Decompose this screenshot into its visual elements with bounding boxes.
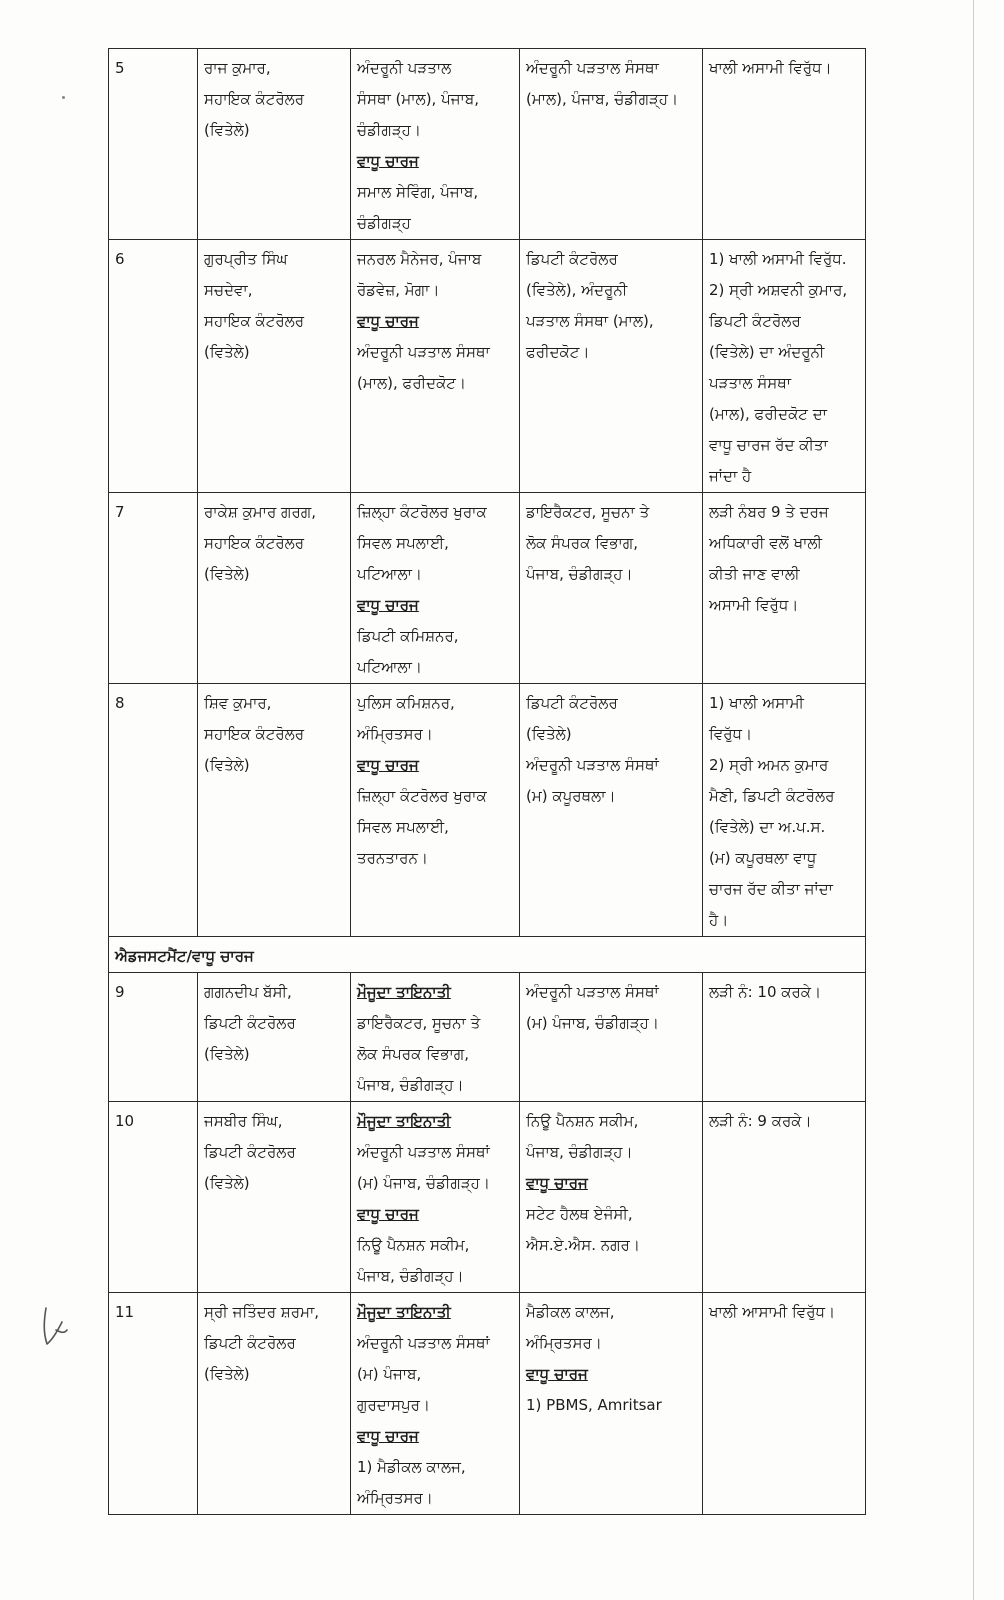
handwritten-initial-mark bbox=[38, 1300, 72, 1350]
new-posting-line: ਡਿਪਟੀ ਕੰਟਰੋਲਰ bbox=[526, 250, 618, 268]
new-posting-line: ਐਸ.ਏ.ਐਸ. ਨਗਰ। bbox=[526, 1236, 640, 1254]
officer-name-line: ਰਾਕੇਸ਼ ਕੁਮਾਰ ਗਰਗ, bbox=[204, 503, 316, 521]
section-row bbox=[109, 937, 866, 973]
new-posting-line: ਪੜਤਾਲ ਸੰਸਥਾ (ਮਾਲ), bbox=[526, 312, 654, 330]
current-posting-line: 1) ਮੈਡੀਕਲ ਕਾਲਜ, bbox=[357, 1458, 466, 1476]
section-heading: ਐਡਜਸਟਮੈਂਟ/ਵਾਧੂ ਚਾਰਜ bbox=[109, 937, 866, 973]
new-posting-line: (ਮਾਲ), ਪੰਜਾਬ, ਚੰਡੀਗੜ੍ਹ। bbox=[526, 90, 679, 108]
remarks-cell bbox=[703, 973, 866, 1102]
remarks-line: ਅਧਿਕਾਰੀ ਵਲੋਂ ਖਾਲੀ bbox=[709, 534, 823, 552]
current-posting-line: ਅੰਦਰੂਨੀ ਪੜਤਾਲ ਸੰਸਥਾਂ bbox=[357, 1334, 490, 1352]
new-posting-line: ਮੈਡੀਕਲ ਕਾਲਜ, bbox=[526, 1303, 615, 1321]
current-posting-line: ਸਮਾਲ ਸੇਵਿੰਗ, ਪੰਜਾਬ, bbox=[357, 183, 479, 201]
current-posting-line: ਰੋਡਵੇਜ਼, ਮੋਗਾ। bbox=[357, 281, 440, 299]
new-posting-line: ਅੰਦਰੂਨੀ ਪੜਤਾਲ ਸੰਸਥਾਂ bbox=[526, 756, 659, 774]
remarks-line: 1) ਖਾਲੀ ਅਸਾਮੀ ਵਿਰੁੱਧ. bbox=[709, 250, 847, 268]
new-posting-cell bbox=[520, 973, 703, 1102]
officer-name-line: (ਵਿਤੇਲੇ) bbox=[204, 565, 250, 583]
current-posting-line: ਪੰਜਾਬ, ਚੰਡੀਗੜ੍ਹ। bbox=[357, 1267, 464, 1285]
current-posting-cell bbox=[351, 1293, 520, 1515]
officer-name-line: ਗਗਨਦੀਪ ਬੱਸੀ, bbox=[204, 983, 292, 1001]
officer-name-line: ਡਿਪਟੀ ਕੰਟਰੋਲਰ bbox=[204, 1334, 296, 1352]
remarks-cell bbox=[703, 1293, 866, 1515]
current-posting-line: ਅੰਦਰੂਨੀ ਪੜਤਾਲ bbox=[357, 59, 452, 77]
table-row bbox=[109, 973, 866, 1102]
officer-name-line: ਸਹਾਇਕ ਕੰਟਰੋਲਰ bbox=[204, 312, 305, 330]
remarks-line: ਖਾਲੀ ਆਸਾਮੀ ਵਿਰੁੱਧ। bbox=[709, 1303, 836, 1321]
table-body-b bbox=[109, 973, 866, 1515]
serial-number: 7 bbox=[109, 493, 198, 684]
new-posting-subheading: ਵਾਧੂ ਚਾਰਜ bbox=[526, 1174, 588, 1192]
current-posting-cell bbox=[351, 973, 520, 1102]
new-posting-line: (ਮ) ਪੰਜਾਬ, ਚੰਡੀਗੜ੍ਹ। bbox=[526, 1014, 659, 1032]
new-posting-line: ਪੰਜਾਬ, ਚੰਡੀਗੜ੍ਹ। bbox=[526, 565, 633, 583]
new-posting-line: ਅੰਦਰੂਨੀ ਪੜਤਾਲ ਸੰਸਥਾ bbox=[526, 59, 659, 77]
current-posting-line: ਪੰਜਾਬ, ਚੰਡੀਗੜ੍ਹ। bbox=[357, 1076, 464, 1094]
officer-name-line: ਜਸਬੀਰ ਸਿੰਘ, bbox=[204, 1112, 283, 1130]
remarks-line: ਜਾਂਦਾ ਹੈ bbox=[709, 467, 752, 485]
current-posting-line: (ਮ) ਪੰਜਾਬ, ਚੰਡੀਗੜ੍ਹ। bbox=[357, 1174, 490, 1192]
current-posting-cell bbox=[351, 493, 520, 684]
remarks-line: (ਮਾਲ), ਫਰੀਦਕੋਟ ਦਾ bbox=[709, 405, 827, 423]
new-posting-line: ਅੰਦਰੂਨੀ ਪੜਤਾਲ ਸੰਸਥਾਂ bbox=[526, 983, 659, 1001]
officer-name-cell bbox=[198, 1102, 351, 1293]
current-posting-line: ਨਿਊ ਪੈਨਸ਼ਨ ਸਕੀਮ, bbox=[357, 1236, 470, 1254]
officer-name-cell bbox=[198, 240, 351, 493]
new-posting-line: ਪੰਜਾਬ, ਚੰਡੀਗੜ੍ਹ। bbox=[526, 1143, 633, 1161]
table-body-a bbox=[109, 49, 866, 937]
new-posting-line: ਅੰਮ੍ਰਿਤਸਰ। bbox=[526, 1334, 602, 1352]
current-posting-line: ਪੁਲਿਸ ਕਮਿਸ਼ਨਰ, bbox=[357, 694, 455, 712]
officer-name-line: (ਵਿਤੇਲੇ) bbox=[204, 343, 250, 361]
serial-number: 9 bbox=[109, 973, 198, 1102]
current-posting-line: ਲੋਕ ਸੰਪਰਕ ਵਿਭਾਗ, bbox=[357, 1045, 470, 1063]
new-posting-subheading: ਵਾਧੂ ਚਾਰਜ bbox=[526, 1365, 588, 1383]
remarks-line: 2) ਸ੍ਰੀ ਅਮਨ ਕੁਮਾਰ bbox=[709, 756, 829, 774]
new-posting-line: (ਮ) ਕਪੂਰਥਲਾ। bbox=[526, 787, 616, 805]
officer-name-line: (ਵਿਤੇਲੇ) bbox=[204, 121, 250, 139]
serial-number: 11 bbox=[109, 1293, 198, 1515]
current-posting-line: (ਮ) ਪੰਜਾਬ, bbox=[357, 1365, 422, 1383]
officer-name-line: ਸਚਦੇਵਾ, bbox=[204, 281, 253, 299]
serial-number: 5 bbox=[109, 49, 198, 240]
remarks-line: ਕੀਤੀ ਜਾਣ ਵਾਲੀ bbox=[709, 565, 800, 583]
serial-number: 8 bbox=[109, 684, 198, 937]
new-posting-line: ਡਿਪਟੀ ਕੰਟਰੋਲਰ bbox=[526, 694, 618, 712]
remarks-cell bbox=[703, 493, 866, 684]
remarks-line: ਲੜੀ ਨੰ: 10 ਕਰਕੇ। bbox=[709, 983, 822, 1001]
current-posting-line: ਅੰਮ੍ਰਿਤਸਰ। bbox=[357, 725, 433, 743]
current-posting-cell bbox=[351, 684, 520, 937]
officer-name-line: ਸਹਾਇਕ ਕੰਟਰੋਲਰ bbox=[204, 90, 305, 108]
serial-number: 6 bbox=[109, 240, 198, 493]
new-posting-line: (ਵਿਤੇਲੇ) bbox=[526, 725, 572, 743]
remarks-line: ਪੜਤਾਲ ਸੰਸਥਾ bbox=[709, 374, 792, 392]
current-posting-line: ਜ਼ਿਲ੍ਹਾ ਕੰਟਰੋਲਰ ਖੁਰਾਕ bbox=[357, 787, 487, 805]
remarks-cell bbox=[703, 49, 866, 240]
new-posting-cell bbox=[520, 1293, 703, 1515]
new-posting-line: 1) PBMS, Amritsar bbox=[526, 1396, 662, 1414]
current-posting-subheading: ਮੌਜੂਦਾ ਤਾਇਨਾਤੀ bbox=[357, 1303, 451, 1321]
current-posting-subheading: ਵਾਧੂ ਚਾਰਜ bbox=[357, 1427, 419, 1445]
remarks-line: ਖਾਲੀ ਅਸਾਮੀ ਵਿਰੁੱਧ। bbox=[709, 59, 832, 77]
remarks-cell bbox=[703, 1102, 866, 1293]
current-posting-line: ਚੰਡੀਗੜ੍ਹ bbox=[357, 214, 411, 232]
officer-name-line: (ਵਿਤੇਲੇ) bbox=[204, 1365, 250, 1383]
remarks-line: (ਮ) ਕਪੂਰਥਲਾ ਵਾਧੂ bbox=[709, 849, 817, 867]
current-posting-line: ਡਿਪਟੀ ਕਮਿਸ਼ਨਰ, bbox=[357, 627, 459, 645]
table-row bbox=[109, 493, 866, 684]
new-posting-line: ਨਿਊ ਪੈਨਸ਼ਨ ਸਕੀਮ, bbox=[526, 1112, 639, 1130]
current-posting-line: ਡਾਇਰੈਕਟਰ, ਸੂਚਨਾ ਤੇ bbox=[357, 1014, 481, 1032]
current-posting-subheading: ਵਾਧੂ ਚਾਰਜ bbox=[357, 1205, 419, 1223]
table-row bbox=[109, 1102, 866, 1293]
current-posting-line: ਤਰਨਤਾਰਨ। bbox=[357, 849, 428, 867]
current-posting-line: ਗੁਰਦਾਸਪੁਰ। bbox=[357, 1396, 431, 1414]
remarks-line: (ਵਿਤੇਲੇ) ਦਾ ਅੰਦਰੂਨੀ bbox=[709, 343, 825, 361]
officer-name-line: ਸ੍ਰੀ ਜਤਿੰਦਰ ਸ਼ਰਮਾ, bbox=[204, 1303, 320, 1321]
section-row-group bbox=[109, 937, 866, 973]
current-posting-cell bbox=[351, 1102, 520, 1293]
current-posting-subheading: ਵਾਧੂ ਚਾਰਜ bbox=[357, 596, 419, 614]
scan-speck bbox=[62, 96, 65, 99]
officer-name-line: (ਵਿਤੇਲੇ) bbox=[204, 1174, 250, 1192]
current-posting-line: ਪਟਿਆਲਾ। bbox=[357, 565, 422, 583]
current-posting-subheading: ਵਾਧੂ ਚਾਰਜ bbox=[357, 756, 419, 774]
current-posting-subheading: ਮੌਜੂਦਾ ਤਾਇਨਾਤੀ bbox=[357, 983, 451, 1001]
table-row bbox=[109, 1293, 866, 1515]
remarks-line: ਚਾਰਜ ਰੱਦ ਕੀਤਾ ਜਾਂਦਾ bbox=[709, 880, 833, 898]
page-edge bbox=[973, 0, 974, 1600]
officer-name-cell bbox=[198, 49, 351, 240]
current-posting-cell bbox=[351, 240, 520, 493]
current-posting-cell bbox=[351, 49, 520, 240]
officer-name-cell bbox=[198, 684, 351, 937]
current-posting-subheading: ਵਾਧੂ ਚਾਰਜ bbox=[357, 312, 419, 330]
remarks-line: 2) ਸ੍ਰੀ ਅਸ਼ਵਨੀ ਕੁਮਾਰ, bbox=[709, 281, 848, 299]
remarks-cell bbox=[703, 240, 866, 493]
remarks-line: ਲੜੀ ਨੰਬਰ 9 ਤੇ ਦਰਜ bbox=[709, 503, 829, 521]
officer-name-cell bbox=[198, 493, 351, 684]
remarks-line: 1) ਖਾਲੀ ਅਸਾਮੀ bbox=[709, 694, 804, 712]
current-posting-line: ਚੰਡੀਗੜ੍ਹ। bbox=[357, 121, 421, 139]
table-row bbox=[109, 49, 866, 240]
remarks-line: (ਵਿਤੇਲੇ) ਦਾ ਅ.ਪ.ਸ. bbox=[709, 818, 826, 836]
officer-name-cell bbox=[198, 1293, 351, 1515]
remarks-line: ਮੈਣੀ, ਡਿਪਟੀ ਕੰਟਰੋਲਰ bbox=[709, 787, 835, 805]
remarks-cell bbox=[703, 684, 866, 937]
new-posting-line: (ਵਿਤੇਲੇ), ਅੰਦਰੂਨੀ bbox=[526, 281, 628, 299]
current-posting-line: ਜਨਰਲ ਮੈਨੇਜਰ, ਪੰਜਾਬ bbox=[357, 250, 482, 268]
current-posting-line: (ਮਾਲ), ਫਰੀਦਕੋਟ। bbox=[357, 374, 467, 392]
remarks-line: ਅਸਾਮੀ ਵਿਰੁੱਧ। bbox=[709, 596, 799, 614]
new-posting-cell bbox=[520, 684, 703, 937]
new-posting-cell bbox=[520, 49, 703, 240]
officer-name-line: ਸ਼ਿਵ ਕੁਮਾਰ, bbox=[204, 694, 272, 712]
officer-name-line: ਗੁਰਪ੍ਰੀਤ ਸਿੰਘ bbox=[204, 250, 288, 268]
officer-name-line: ਸਹਾਇਕ ਕੰਟਰੋਲਰ bbox=[204, 534, 305, 552]
current-posting-subheading: ਵਾਧੂ ਚਾਰਜ bbox=[357, 152, 419, 170]
officer-name-line: ਡਿਪਟੀ ਕੰਟਰੋਲਰ bbox=[204, 1143, 296, 1161]
remarks-line: ਡਿਪਟੀ ਕੰਟਰੋਲਰ bbox=[709, 312, 801, 330]
current-posting-line: ਅੰਦਰੂਨੀ ਪੜਤਾਲ ਸੰਸਥਾਂ bbox=[357, 1143, 490, 1161]
current-posting-line: ਸਿਵਲ ਸਪਲਾਈ, bbox=[357, 534, 449, 552]
new-posting-line: ਫਰੀਦਕੋਟ। bbox=[526, 343, 590, 361]
remarks-line: ਵਾਧੂ ਚਾਰਜ ਰੱਦ ਕੀਤਾ bbox=[709, 436, 828, 454]
table-row bbox=[109, 240, 866, 493]
current-posting-line: ਸੰਸਥਾ (ਮਾਲ), ਪੰਜਾਬ, bbox=[357, 90, 479, 108]
posting-table bbox=[108, 48, 866, 1515]
officer-name-line: ਰਾਜ ਕੁਮਾਰ, bbox=[204, 59, 271, 77]
officer-name-line: ਡਿਪਟੀ ਕੰਟਰੋਲਰ bbox=[204, 1014, 296, 1032]
remarks-line: ਹੈ। bbox=[709, 911, 729, 929]
new-posting-line: ਲੋਕ ਸੰਪਰਕ ਵਿਭਾਗ, bbox=[526, 534, 639, 552]
remarks-line: ਲੜੀ ਨੰ: 9 ਕਰਕੇ। bbox=[709, 1112, 812, 1130]
new-posting-line: ਡਾਇਰੈਕਟਰ, ਸੂਚਨਾ ਤੇ bbox=[526, 503, 650, 521]
officer-name-cell bbox=[198, 973, 351, 1102]
officer-name-line: (ਵਿਤੇਲੇ) bbox=[204, 1045, 250, 1063]
current-posting-line: ਸਿਵਲ ਸਪਲਾਈ, bbox=[357, 818, 449, 836]
new-posting-cell bbox=[520, 240, 703, 493]
current-posting-line: ਅੰਦਰੂਨੀ ਪੜਤਾਲ ਸੰਸਥਾ bbox=[357, 343, 490, 361]
new-posting-line: ਸਟੇਟ ਹੈਲਥ ਏਜੰਸੀ, bbox=[526, 1205, 633, 1223]
new-posting-cell bbox=[520, 493, 703, 684]
remarks-line: ਵਿਰੁੱਧ। bbox=[709, 725, 753, 743]
current-posting-line: ਅੰਮ੍ਰਿਤਸਰ। bbox=[357, 1489, 433, 1507]
serial-number: 10 bbox=[109, 1102, 198, 1293]
current-posting-line: ਜ਼ਿਲ੍ਹਾ ਕੰਟਰੋਲਰ ਖੁਰਾਕ bbox=[357, 503, 487, 521]
current-posting-subheading: ਮੌਜੂਦਾ ਤਾਇਨਾਤੀ bbox=[357, 1112, 451, 1130]
new-posting-cell bbox=[520, 1102, 703, 1293]
officer-name-line: (ਵਿਤੇਲੇ) bbox=[204, 756, 250, 774]
table-row bbox=[109, 684, 866, 937]
officer-name-line: ਸਹਾਇਕ ਕੰਟਰੋਲਰ bbox=[204, 725, 305, 743]
current-posting-line: ਪਟਿਆਲਾ। bbox=[357, 658, 422, 676]
